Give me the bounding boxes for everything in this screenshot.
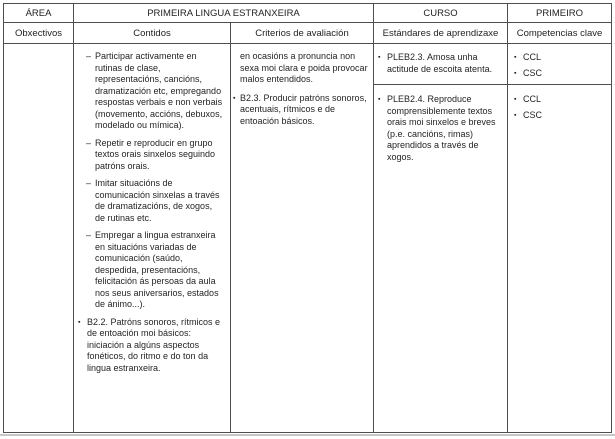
header-criterios: Criterios de avaliación [231, 23, 374, 44]
contidos-item [86, 51, 224, 132]
table-header-row-area [4, 4, 611, 23]
obxectivos-cell [4, 44, 74, 432]
competencia-item [514, 94, 607, 106]
dash-bullet: – [86, 230, 92, 240]
competencia-item [514, 52, 607, 64]
criterios-item [233, 93, 368, 128]
contidos-item [78, 317, 224, 375]
contidos-item-text: Repetir e reproducir en grupo textos orais sinxelos seguindo patróns orais. [95, 137, 216, 171]
estandar-subrow [374, 85, 611, 432]
square-bullet-icon: ▪ [233, 94, 236, 102]
competencia-label: CCL [523, 94, 542, 104]
header-estandares: Estándares de aprendizaxe [374, 23, 508, 44]
square-bullet-icon: ▪ [378, 54, 381, 61]
contidos-item-text: B2.2. Patróns sonoros, rítmicos e de entoación moi básicos: iniciación a algúns aspectos fonéticos, do ritmo e do ton da lingua estranxeira. [87, 316, 221, 373]
header-competencias: Competencias clave [508, 23, 611, 44]
dash-bullet: – [86, 178, 92, 188]
contidos-item [86, 178, 224, 224]
competencia-label: CCL [523, 52, 542, 62]
contidos-cell [74, 44, 231, 432]
competencia-label: CSC [523, 67, 543, 78]
estandar-cell [374, 85, 508, 432]
page-edge-shadow [0, 434, 615, 436]
table-body-row [4, 44, 611, 432]
header-curso-value: PRIMEIRO [508, 4, 611, 23]
competencia-label: CSC [523, 109, 543, 120]
competencia-item [514, 110, 607, 122]
criterios-continuation-text: en ocasións a pronuncia non sexa moi clara e poida provocar malos entendidos. [240, 51, 368, 84]
square-bullet-icon: ▪ [514, 96, 517, 103]
competencias-cell [508, 44, 611, 85]
square-bullet-icon: ▪ [378, 96, 381, 103]
criterios-cell [231, 44, 374, 432]
square-bullet-icon: ▪ [514, 54, 517, 61]
contidos-item [86, 230, 224, 311]
criterios-item-text: B2.3. Producir patróns sonoros, acentuais, rítmicos e de entoación básicos. [240, 92, 367, 126]
header-obxectivos: Obxectivos [4, 23, 74, 44]
estandares-competencias-group [374, 44, 611, 432]
table-header-row-columns [4, 23, 611, 44]
contidos-item [86, 138, 224, 173]
contidos-item-text: Participar activamente en rutinas de clase, representacións, cancións, dramatización etc, empregando respostas verbais e non verbais (movemento, accións, debuxos, modelado ou mímica). [95, 51, 223, 130]
curriculum-table [3, 3, 612, 433]
header-curso-label: CURSO [374, 4, 508, 23]
header-contidos: Contidos [74, 23, 231, 44]
square-bullet-icon: ▪ [514, 69, 517, 77]
estandar-item-text: PLEB2.4. Reproduce comprensiblemente textos orais moi sinxelos e breves (p.e. cancións, rimas) aprendidos a través de xogos. [387, 94, 496, 162]
dash-bullet: – [86, 51, 92, 61]
header-subject: PRIMEIRA LINGUA ESTRANXEIRA [74, 4, 374, 23]
header-area: ÁREA [4, 4, 74, 23]
estandar-item-text: PLEB2.3. Amosa unha actitude de escoita atenta. [387, 52, 493, 74]
dash-bullet: – [86, 137, 92, 148]
estandar-item [378, 52, 501, 75]
contidos-item-text: Empregar a lingua estranxeira en situacións variadas de comunicación (saúdo, despedida, presentacións, felicitación ás persoas da aula nos seus aniversarios, estados de ánimo...). [95, 230, 219, 309]
square-bullet-icon: ▪ [514, 111, 517, 119]
square-bullet-icon: ▪ [78, 318, 81, 326]
contidos-item-text: Imitar situacións de comunicación sinxelas a través de dramatizacións, de xogos, de rutinas etc. [95, 178, 220, 223]
estandar-subrow [374, 44, 611, 85]
competencia-item [514, 68, 607, 80]
estandar-cell [374, 44, 508, 85]
competencias-cell [508, 85, 611, 432]
estandar-item [378, 94, 501, 163]
